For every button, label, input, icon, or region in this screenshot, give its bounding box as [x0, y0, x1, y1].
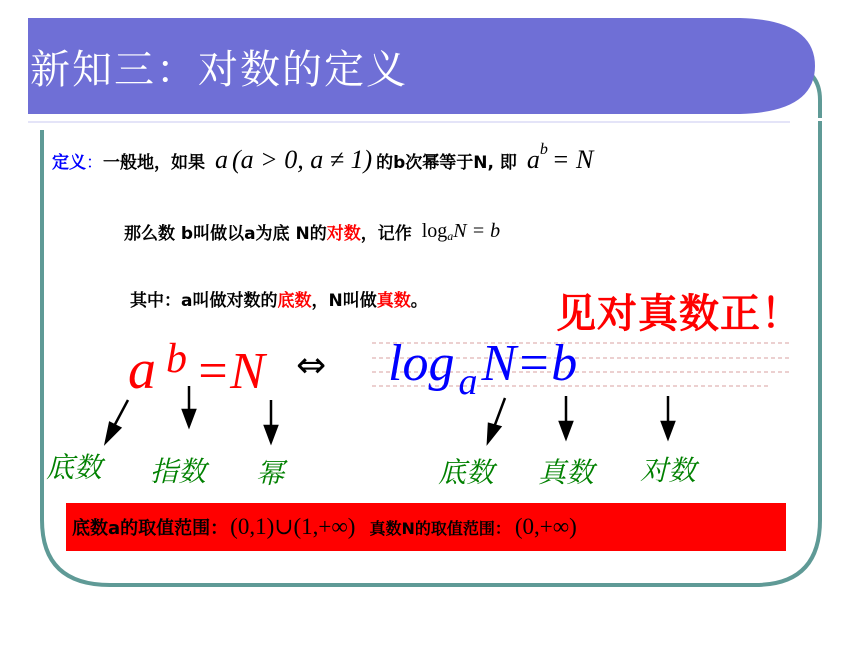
equivalence-icon: ⇔	[296, 345, 327, 386]
formula-log-word: log	[388, 335, 455, 392]
definition-text-a: 一般地，如果	[103, 152, 205, 173]
line3-text-red2: 真数	[376, 290, 411, 311]
page-title: 新知三：对数的定义	[30, 47, 408, 93]
arrow-base-left	[106, 400, 128, 442]
banner-stripe	[28, 118, 828, 121]
label-base-right: 底数	[438, 458, 495, 489]
definition-label: 定义	[52, 152, 86, 173]
range-label-true: 真数N的取值范围：	[369, 518, 511, 538]
line3-text-a: 其中：a叫做对数的	[130, 290, 278, 311]
formula-exp-exponent: b	[166, 336, 187, 382]
formula-log-rest: N=b	[481, 335, 578, 392]
terms-line	[130, 283, 428, 313]
line2-text-b: ，记作	[360, 223, 412, 244]
range-label-base: 底数a的取值范围：	[72, 518, 229, 539]
label-exponent: 指数	[150, 457, 207, 488]
arrow-logarithm	[662, 396, 674, 438]
log-notation-line	[124, 214, 500, 248]
formula-log-sub: a	[458, 361, 478, 403]
math-log: log	[421, 219, 448, 242]
slogan: 见对真数正！	[556, 291, 802, 336]
math-log-sub: a	[447, 228, 454, 243]
formula-logarithm	[388, 334, 577, 404]
definition-text-b: 的b次幂等于N, 即	[376, 152, 517, 173]
math-condition: (a > 0, a ≠ 1)	[232, 145, 373, 174]
line3-text-b: ，N叫做	[311, 290, 377, 311]
line2-text-a: 那么数 b叫做以a为底 N的	[124, 223, 327, 244]
arrow-power	[265, 400, 277, 442]
range-value-base: (0,1)∪(1,+∞)	[230, 514, 356, 539]
label-true-number: 真数	[538, 458, 595, 489]
definition-colon: ：	[86, 152, 103, 173]
range-value-true: (0,+∞)	[514, 514, 577, 539]
line3-text-c: 。	[410, 290, 428, 311]
arrow-base-right	[488, 398, 505, 442]
math-a: a	[215, 145, 228, 174]
math-eq-rest: = N	[551, 145, 594, 174]
label-base-left: 底数	[46, 453, 103, 484]
math-log-rest: N = b	[453, 219, 501, 242]
formula-exp-base: a	[128, 339, 156, 401]
formula-exponential	[128, 338, 265, 408]
label-power: 幂	[256, 459, 285, 490]
math-eq-a: a	[526, 145, 540, 174]
math-eq-b: b	[539, 141, 548, 158]
formula-exp-rest: =N	[195, 343, 265, 400]
line2-text-red: 对数	[326, 223, 361, 244]
range-text	[72, 503, 577, 551]
label-logarithm: 对数	[640, 456, 697, 487]
definition-line	[52, 140, 593, 180]
line3-text-red1: 底数	[277, 290, 312, 311]
